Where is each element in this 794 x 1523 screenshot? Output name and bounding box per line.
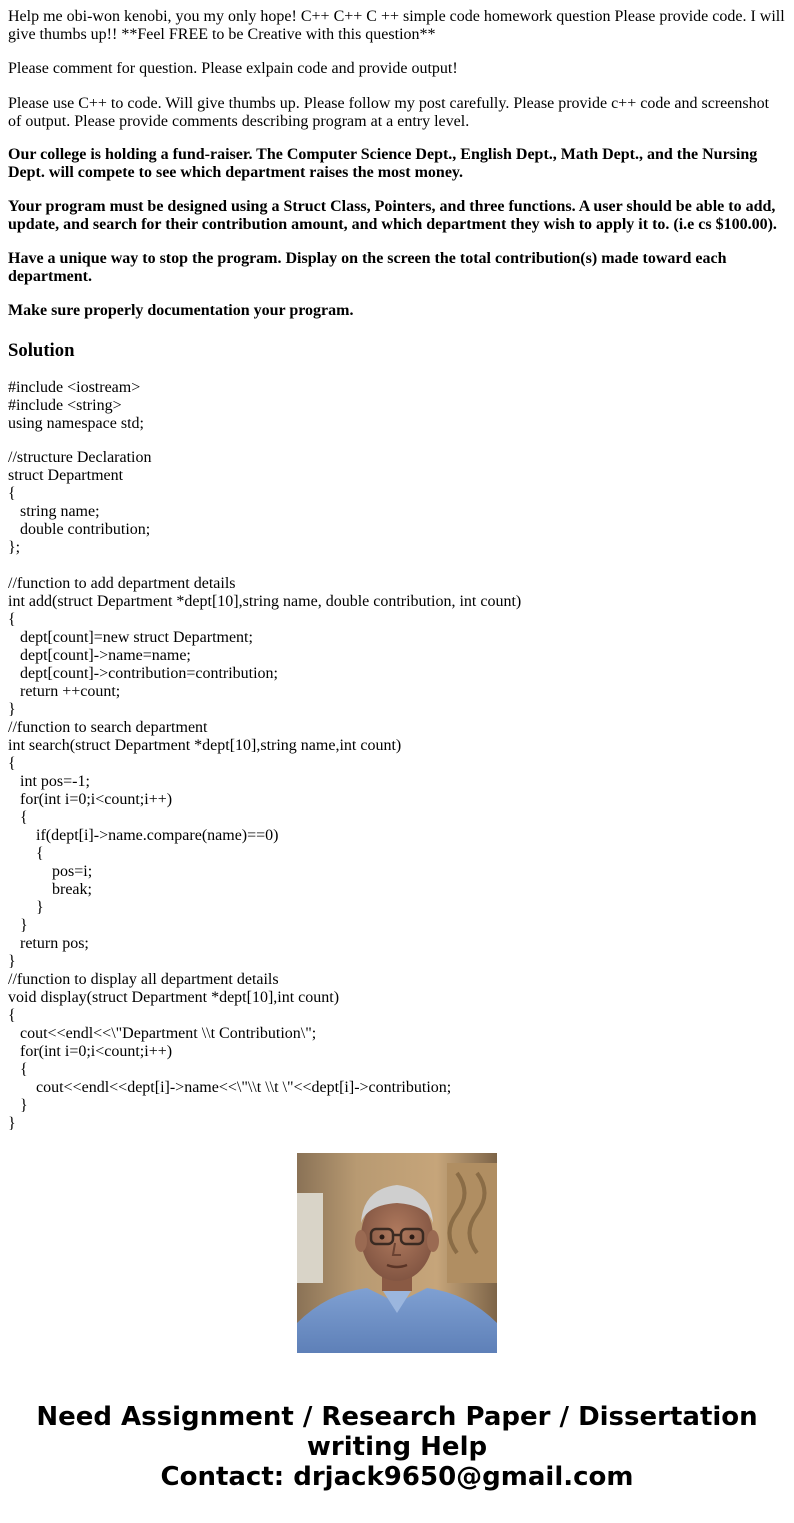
post-content <box>8 0 786 1132</box>
footer-contact: Contact: drjack9650@gmail.com <box>160 1462 634 1492</box>
code-includes: #include <iostream> #include <string> using namespace std; <box>8 379 144 432</box>
footer-banner <box>0 1402 794 1492</box>
solution-heading: Solution <box>8 340 75 361</box>
question-fundraiser: Our college is holding a fund-raiser. The Computer Science Dept., English Dept., Math Dept., and the Nursing Dept. will compete to see which department raises the most money. <box>8 146 758 181</box>
author-avatar <box>297 1153 497 1353</box>
person-photo-icon <box>297 1153 497 1353</box>
question-stop-condition: Have a unique way to stop the program. Display on the screen the total contribution(s) made toward each department. <box>8 250 727 285</box>
question-requirements: Your program must be designed using a Struct Class, Pointers, and three functions. A user should be able to add, update, and search for their contribution amount, and which department they wish to apply it to. (i.e cs $100.00). <box>8 198 777 233</box>
code-body: //structure Declaration struct Department { string name; double contribution; }; //function to add department details int add(struct Department *dept[10],string name, double contribution, int count) { dept[count]=new struct Department; dept[count]->name=name; dept[count]->contribution=contribution; return ++count; } //function to search department int search(struct Department *dept[10],string name,int count) { int pos=-1; for(int i=0;i<count;i++) { if(dept[i]->name.compare(name)==0) { pos=i; break; } } return pos; } //function to display all department details void display(struct Department *dept[10],int count) { cout<<endl<<\"Department \\t Contribution\"; for(int i=0;i<count;i++) { cout<<endl<<dept[i]->name<<\"\\t \\t \"<<dept[i]->contribution; } } <box>8 449 522 1132</box>
question-comment-request: Please comment for question. Please exlpain code and provide output! <box>8 60 458 77</box>
footer-line-1: Need Assignment / Research Paper / Dissertation <box>36 1402 758 1432</box>
question-documentation: Make sure properly documentation your program. <box>8 302 354 319</box>
question-instructions: Please use C++ to code. Will give thumbs up. Please follow my post carefully. Please provide c++ code and screenshot of output. Please provide comments describing program at a entry level. <box>8 95 770 130</box>
question-intro: Help me obi-won kenobi, you my only hope! C++ C++ C ++ simple code homework question Please provide code. I will give thumbs up!! **Feel FREE to be Creative with this question** <box>8 8 785 43</box>
footer-line-2: writing Help <box>306 1432 488 1462</box>
